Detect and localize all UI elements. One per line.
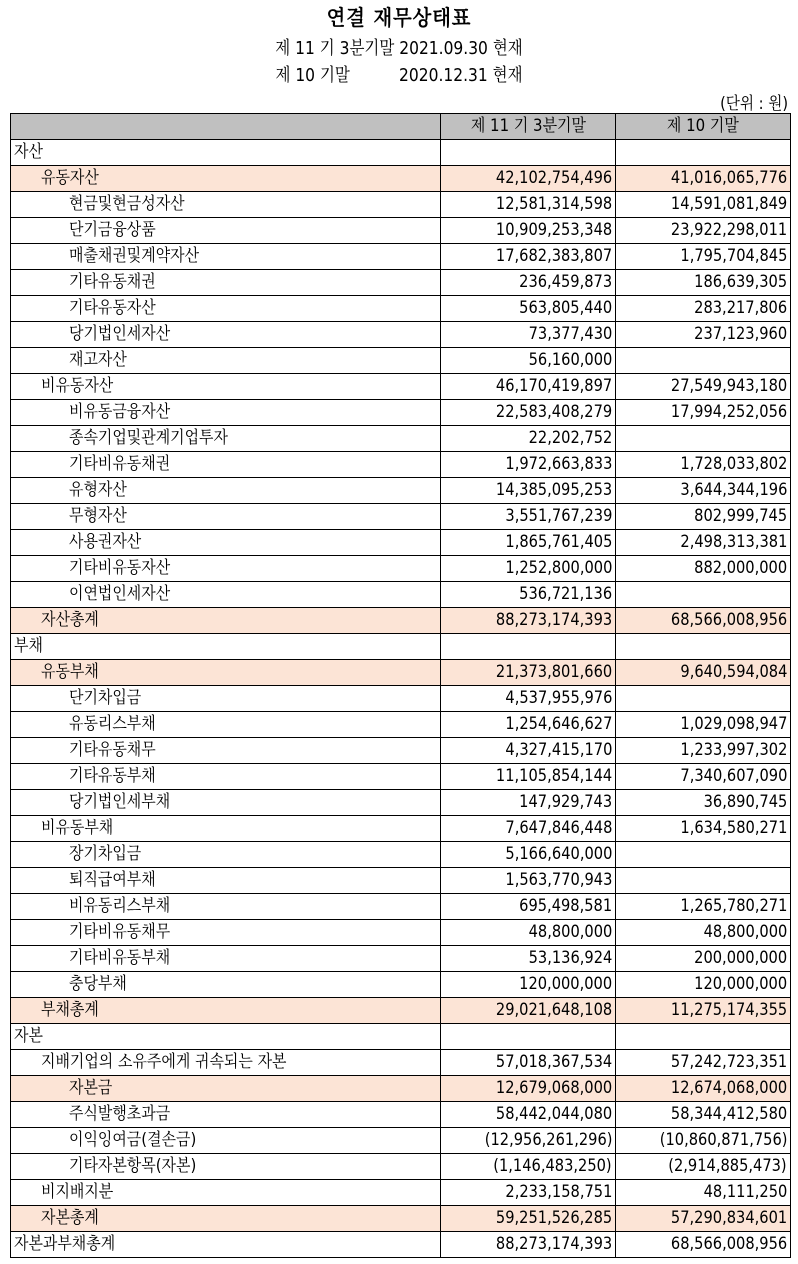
prior-period-value-text: 1,634,580,271 [680, 818, 787, 838]
account-label [11, 400, 441, 426]
account-label-text: 유형자산 [69, 480, 127, 500]
account-label-text: 이익잉여금(결손금) [69, 1130, 197, 1150]
current-period-value-text: 56,160,000 [528, 350, 612, 370]
current-period-value-text: 7,647,846,448 [505, 818, 612, 838]
account-label [11, 764, 441, 790]
prior-period-value-text: (10,860,871,756) [659, 1130, 787, 1150]
current-period-value-text: (12,956,261,296) [484, 1130, 612, 1150]
account-label [11, 244, 441, 270]
current-period-value [441, 868, 616, 894]
account-label [11, 270, 441, 296]
table-row [11, 1128, 791, 1154]
current-period-value-text: 536,721,136 [518, 584, 612, 604]
account-label [11, 998, 441, 1024]
account-label [11, 920, 441, 946]
current-period-value [441, 452, 616, 478]
account-label-text: 단기차입금 [69, 688, 142, 708]
current-period-value-text: 1,254,646,627 [505, 714, 612, 734]
current-period-value [441, 1154, 616, 1180]
prior-period-value [616, 738, 791, 764]
account-label [11, 1102, 441, 1128]
prior-period-value-text: 7,340,607,090 [680, 766, 787, 786]
table-row [11, 270, 791, 296]
table-row [11, 712, 791, 738]
current-period-value-text: 3,551,767,239 [505, 506, 612, 526]
prior-period-value-text: 882,000,000 [693, 558, 787, 578]
table-row [11, 686, 791, 712]
table-row [11, 192, 791, 218]
table-row [11, 556, 791, 582]
current-period-value [441, 920, 616, 946]
account-label [11, 452, 441, 478]
account-label-text: 자본금 [69, 1078, 113, 1098]
account-label [11, 1206, 441, 1232]
current-period-value [441, 608, 616, 634]
table-row [11, 504, 791, 530]
current-period-value-text: 563,805,440 [518, 298, 612, 318]
prior-period-value [616, 1180, 791, 1206]
current-period-value [441, 348, 616, 374]
current-period-value [441, 374, 616, 400]
account-label [11, 1232, 441, 1258]
account-label-text: 단기금융상품 [69, 220, 156, 240]
current-period-value [441, 998, 616, 1024]
account-label-text: 지배기업의 소유주에게 귀속되는 자본 [41, 1052, 287, 1072]
prior-period-value [616, 270, 791, 296]
account-label [11, 816, 441, 842]
account-label [11, 842, 441, 868]
current-period-value-text: 12,581,314,598 [495, 194, 612, 214]
prior-period-value-text: 1,233,997,302 [680, 740, 787, 760]
table-row [11, 816, 791, 842]
prior-period-value-text: 57,242,723,351 [670, 1052, 787, 1072]
table-row [11, 634, 791, 660]
prior-period-value-text: 200,000,000 [693, 948, 787, 968]
current-period-value [441, 530, 616, 556]
prior-period-value [616, 348, 791, 374]
account-label-text: 자산총계 [41, 610, 99, 630]
table-row [11, 998, 791, 1024]
current-period-value [441, 738, 616, 764]
table-row [11, 1180, 791, 1206]
account-label [11, 1076, 441, 1102]
account-label-text: 기타비유동채무 [69, 922, 171, 942]
account-label [11, 218, 441, 244]
prior-period-value [616, 1154, 791, 1180]
current-period-value [441, 244, 616, 270]
current-period-value-text: 14,385,095,253 [495, 480, 612, 500]
account-label [11, 686, 441, 712]
table-row [11, 348, 791, 374]
account-label-text: 종속기업및관계기업투자 [69, 428, 228, 448]
current-period-value [441, 322, 616, 348]
table-row [11, 1206, 791, 1232]
current-period-value [441, 1024, 616, 1050]
prior-period-value-text: (2,914,885,473) [668, 1156, 787, 1176]
account-label [11, 582, 441, 608]
prior-period-value-text: 237,123,960 [693, 324, 787, 344]
account-label [11, 374, 441, 400]
current-period-value-text: 2,233,158,751 [505, 1182, 612, 1202]
prior-period-value-text: 283,217,806 [693, 298, 787, 318]
table-row [11, 426, 791, 452]
account-label [11, 1128, 441, 1154]
account-label [11, 972, 441, 998]
prior-period-value [616, 790, 791, 816]
header-account [11, 114, 441, 140]
current-period-value [441, 582, 616, 608]
table-row [11, 140, 791, 166]
table-row [11, 764, 791, 790]
header-current-period: 제 11 기 3분기말 [441, 114, 616, 140]
prior-period-value-text: 14,591,081,849 [670, 194, 787, 214]
prior-period-value-text: 9,640,594,084 [680, 662, 787, 682]
account-label [11, 712, 441, 738]
prior-period-value-text: 1,795,704,845 [680, 246, 787, 266]
current-period-value-text: (1,146,483,250) [493, 1156, 612, 1176]
account-label-text: 주식발행초과금 [69, 1104, 171, 1124]
current-period-line: 제 11 기 3분기말 2021.09.30 현재 [275, 38, 523, 59]
current-period-value-text: 88,273,174,393 [495, 1234, 612, 1254]
current-period-value [441, 842, 616, 868]
table-row [11, 166, 791, 192]
prior-period-value-text: 17,994,252,056 [670, 402, 787, 422]
table-row [11, 660, 791, 686]
prior-period-value [616, 842, 791, 868]
account-label-text: 유동리스부채 [69, 714, 156, 734]
prior-period-value-text: 68,566,008,956 [670, 610, 787, 630]
current-period-value [441, 478, 616, 504]
account-label [11, 894, 441, 920]
account-label-text: 기타유동채권 [69, 272, 156, 292]
prior-period-value-text: 186,639,305 [693, 272, 787, 292]
prior-period-value [616, 816, 791, 842]
account-label-text: 기타자본항목(자본) [69, 1156, 197, 1176]
table-header-row [11, 114, 791, 140]
account-label [11, 868, 441, 894]
prior-period-value [616, 556, 791, 582]
table-row [11, 582, 791, 608]
account-label [11, 634, 441, 660]
prior-period-value [616, 478, 791, 504]
account-label-text: 비유동자산 [41, 376, 114, 396]
current-period-value-text: 1,563,770,943 [505, 870, 612, 890]
current-period-value [441, 296, 616, 322]
table-row [11, 322, 791, 348]
prior-period-value-text: 68,566,008,956 [670, 1234, 787, 1254]
current-period-value [441, 660, 616, 686]
account-label-text: 무형자산 [69, 506, 127, 526]
account-label-text: 당기법인세자산 [69, 324, 171, 344]
current-period-value-text: 11,105,854,144 [495, 766, 612, 786]
account-label-text: 기타유동채무 [69, 740, 156, 760]
prior-period-value [616, 322, 791, 348]
current-period-value [441, 192, 616, 218]
prior-period-value-text: 120,000,000 [693, 974, 787, 994]
current-period-value [441, 816, 616, 842]
table-row [11, 790, 791, 816]
prior-period-value-text: 48,111,250 [703, 1182, 787, 1202]
account-label [11, 608, 441, 634]
header-prior-period: 제 10 기말 [616, 114, 791, 140]
current-period-value [441, 166, 616, 192]
prior-period-value [616, 218, 791, 244]
current-period-value-text: 695,498,581 [518, 896, 612, 916]
current-period-value-text: 17,682,383,807 [495, 246, 612, 266]
account-label [11, 660, 441, 686]
account-label-text: 유동자산 [41, 168, 99, 188]
document-title: 연결 재무상태표 [326, 6, 472, 30]
current-period-value-text: 1,865,761,405 [505, 532, 612, 552]
current-period-value-text: 10,909,253,348 [495, 220, 612, 240]
table-row [11, 894, 791, 920]
current-period-value [441, 634, 616, 660]
current-period-value-text: 58,442,044,080 [495, 1104, 612, 1124]
current-period-value-text: 53,136,924 [528, 948, 612, 968]
prior-period-value-text: 36,890,745 [703, 792, 787, 812]
current-period-value-text: 73,377,430 [528, 324, 612, 344]
prior-period-value [616, 868, 791, 894]
table-body [11, 140, 791, 1258]
table-row [11, 608, 791, 634]
account-label-text: 이연법인세자산 [69, 584, 171, 604]
account-label [11, 790, 441, 816]
current-period-value-text: 5,166,640,000 [505, 844, 612, 864]
account-label-text: 비유동금융자산 [69, 402, 171, 422]
prior-period-value [616, 764, 791, 790]
prior-period-value-text: 2,498,313,381 [680, 532, 787, 552]
table-row [11, 218, 791, 244]
prior-period-value-text: 11,275,174,355 [670, 1000, 787, 1020]
table-row [11, 738, 791, 764]
current-period-value [441, 1206, 616, 1232]
current-period-value [441, 790, 616, 816]
table-row [11, 1024, 791, 1050]
prior-period-value [616, 426, 791, 452]
account-label-text: 기타유동부채 [69, 766, 156, 786]
current-period-value-text: 48,800,000 [528, 922, 612, 942]
prior-period-value-text: 1,728,033,802 [680, 454, 787, 474]
current-period-value [441, 270, 616, 296]
table-row [11, 946, 791, 972]
current-period-value [441, 1102, 616, 1128]
prior-period-value [616, 530, 791, 556]
account-label [11, 530, 441, 556]
prior-period-value-text: 41,016,065,776 [670, 168, 787, 188]
account-label [11, 504, 441, 530]
account-label-text: 현금및현금성자산 [69, 194, 185, 214]
account-label [11, 348, 441, 374]
current-period-value-text: 88,273,174,393 [495, 610, 612, 630]
account-label-text: 퇴직급여부채 [69, 870, 156, 890]
account-label [11, 556, 441, 582]
prior-period-value [616, 582, 791, 608]
current-period-value [441, 504, 616, 530]
prior-period-value [616, 1076, 791, 1102]
table-row [11, 1076, 791, 1102]
table-row [11, 842, 791, 868]
unit-label: (단위 : 원) [719, 94, 788, 114]
current-period-value [441, 1180, 616, 1206]
account-label-text: 자본총계 [41, 1208, 99, 1228]
account-label-text: 유동부채 [41, 662, 99, 682]
account-label [11, 322, 441, 348]
prior-period-value-text: 12,674,068,000 [670, 1078, 787, 1098]
account-label-text: 부채 [14, 636, 43, 656]
account-label-text: 기타비유동채권 [69, 454, 171, 474]
table-row [11, 296, 791, 322]
prior-period-value [616, 1232, 791, 1258]
table-row [11, 1050, 791, 1076]
current-period-value [441, 764, 616, 790]
current-period-value [441, 400, 616, 426]
current-period-value-text: 4,327,415,170 [505, 740, 612, 760]
table-row [11, 972, 791, 998]
prior-period-value [616, 1206, 791, 1232]
current-period-value [441, 686, 616, 712]
table-row [11, 868, 791, 894]
prior-period-value [616, 608, 791, 634]
current-period-value [441, 1128, 616, 1154]
prior-period-value [616, 998, 791, 1024]
prior-period-value [616, 244, 791, 270]
prior-period-value-text: 57,290,834,601 [670, 1208, 787, 1228]
table-row [11, 1102, 791, 1128]
account-label [11, 946, 441, 972]
prior-period-value [616, 452, 791, 478]
current-period-value [441, 1232, 616, 1258]
current-period-value [441, 972, 616, 998]
current-period-value-text: 22,583,408,279 [495, 402, 612, 422]
prior-period-value [616, 400, 791, 426]
table-row [11, 1232, 791, 1258]
current-period-value-text: 21,373,801,660 [495, 662, 612, 682]
account-label-text: 비유동부채 [41, 818, 114, 838]
table-row [11, 530, 791, 556]
prior-period-value [616, 972, 791, 998]
prior-period-value [616, 1102, 791, 1128]
account-label-text: 자본과부채총계 [14, 1234, 116, 1254]
current-period-value-text: 4,537,955,976 [505, 688, 612, 708]
account-label [11, 140, 441, 166]
prior-period-value [616, 1024, 791, 1050]
current-period-value-text: 1,252,800,000 [505, 558, 612, 578]
account-label-text: 기타비유동부채 [69, 948, 171, 968]
account-label [11, 1154, 441, 1180]
current-period-value [441, 894, 616, 920]
account-label-text: 비유동리스부채 [69, 896, 171, 916]
current-period-value-text: 22,202,752 [528, 428, 612, 448]
current-period-value-text: 147,929,743 [518, 792, 612, 812]
table-row [11, 1154, 791, 1180]
balance-sheet-table [10, 113, 791, 1258]
table-row [11, 920, 791, 946]
account-label-text: 기타유동자산 [69, 298, 156, 318]
account-label [11, 1180, 441, 1206]
current-period-value-text: 236,459,873 [518, 272, 612, 292]
prior-period-value [616, 1050, 791, 1076]
prior-period-value-text: 1,029,098,947 [680, 714, 787, 734]
account-label [11, 426, 441, 452]
current-period-value-text: 12,679,068,000 [495, 1078, 612, 1098]
table-row [11, 452, 791, 478]
account-label-text: 당기법인세부채 [69, 792, 171, 812]
current-period-value [441, 556, 616, 582]
prior-period-value-text: 23,922,298,011 [670, 220, 787, 240]
account-label-text: 자산 [14, 142, 43, 162]
account-label-text: 장기차입금 [69, 844, 142, 864]
prior-period-value [616, 686, 791, 712]
account-label-text: 충당부채 [69, 974, 127, 994]
prior-period-value-text: 3,644,344,196 [680, 480, 787, 500]
current-period-value-text: 29,021,648,108 [495, 1000, 612, 1020]
current-period-value-text: 59,251,526,285 [495, 1208, 612, 1228]
current-period-value [441, 218, 616, 244]
current-period-value-text: 120,000,000 [518, 974, 612, 994]
current-period-value-text: 57,018,367,534 [495, 1052, 612, 1072]
prior-period-value [616, 920, 791, 946]
prior-period-value [616, 504, 791, 530]
current-period-value [441, 140, 616, 166]
account-label-text: 매출채권및계약자산 [69, 246, 200, 266]
prior-period-value [616, 946, 791, 972]
prior-period-value-text: 802,999,745 [693, 506, 787, 526]
current-period-value [441, 426, 616, 452]
current-period-value [441, 712, 616, 738]
current-period-value-text: 46,170,419,897 [495, 376, 612, 396]
prior-period-value [616, 192, 791, 218]
prior-period-value-text: 27,549,943,180 [670, 376, 787, 396]
current-period-value [441, 1076, 616, 1102]
prior-period-value [616, 712, 791, 738]
prior-period-value [616, 140, 791, 166]
account-label [11, 1024, 441, 1050]
account-label [11, 296, 441, 322]
prior-period-value [616, 166, 791, 192]
prior-period-value-text: 58,344,412,580 [670, 1104, 787, 1124]
account-label-text: 재고자산 [69, 350, 127, 370]
account-label-text: 부채총계 [41, 1000, 99, 1020]
account-label-text: 사용권자산 [69, 532, 142, 552]
prior-period-value [616, 634, 791, 660]
account-label-text: 자본 [14, 1026, 43, 1046]
account-label [11, 1050, 441, 1076]
prior-period-value [616, 1128, 791, 1154]
table-row [11, 400, 791, 426]
table-row [11, 244, 791, 270]
prior-period-value [616, 660, 791, 686]
prior-period-value [616, 296, 791, 322]
account-label [11, 738, 441, 764]
prior-period-value-text: 48,800,000 [703, 922, 787, 942]
current-period-value [441, 1050, 616, 1076]
current-period-value-text: 42,102,754,496 [495, 168, 612, 188]
prior-period-value [616, 894, 791, 920]
table-row [11, 374, 791, 400]
account-label [11, 166, 441, 192]
prior-period-value-text: 1,265,780,271 [680, 896, 787, 916]
table-row [11, 478, 791, 504]
current-period-value-text: 1,972,663,833 [505, 454, 612, 474]
account-label [11, 192, 441, 218]
account-label-text: 비지배지분 [41, 1182, 114, 1202]
prior-period-line: 제 10 기말 2020.12.31 현재 [275, 65, 523, 86]
account-label-text: 기타비유동자산 [69, 558, 171, 578]
account-label [11, 478, 441, 504]
prior-period-value [616, 374, 791, 400]
current-period-value [441, 946, 616, 972]
